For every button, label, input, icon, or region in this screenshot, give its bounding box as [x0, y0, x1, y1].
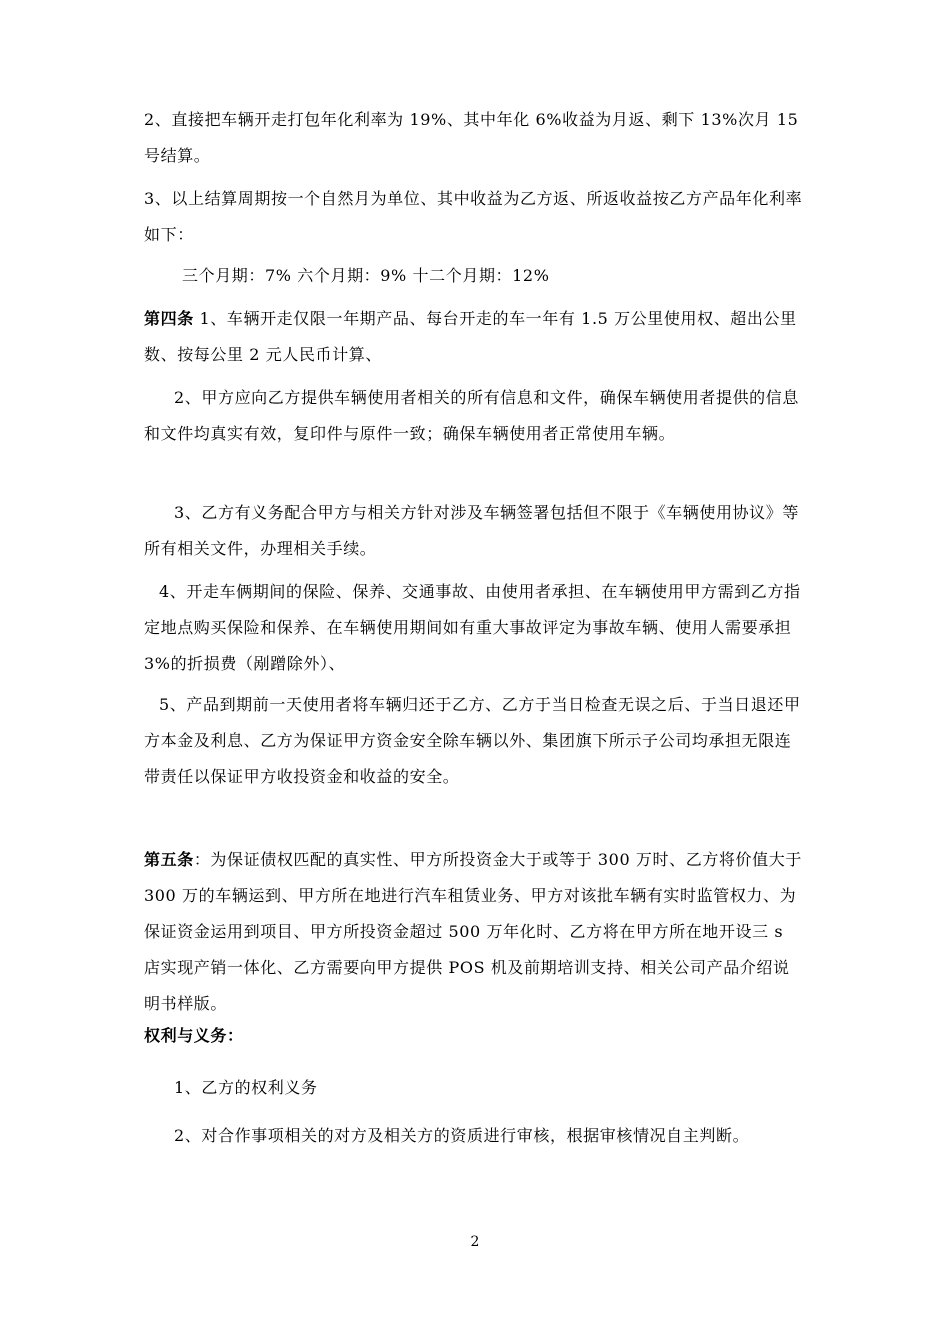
- paragraph-party-b-rights: 1、乙方的权利义务: [174, 1078, 318, 1097]
- paragraph-sign-documents: 3、乙方有义务配合甲方与相关方针对涉及车辆签署包括但不限于《车辆使用协议》等所有相关文件，办理相关手续。: [144, 503, 799, 558]
- article-five-text: ：为保证债权匹配的真实性、甲方所投资金大于或等于 300 万时、乙方将价值大于 300 万的车辆运到、甲方所在地进行汽车租赁业务、甲方对该批车辆有实时监管权力、为保证资金运用到项目、甲方所投资金超过 500 万年化时、乙方将在甲方所在地开设三 s 店实现产销一体化、乙方需要向甲方提供 POS 机及前期培训支持、相关公司产品介绍说明书样版。: [144, 850, 802, 1013]
- article-five-label: 第五条: [144, 850, 194, 869]
- paragraph-settlement-cycle: 3、以上结算周期按一个自然月为单位、其中收益为乙方返、所返收益按乙方产品年化利率如下：: [144, 189, 803, 244]
- heading-rights-obligations: 权利与义务：: [144, 1026, 244, 1045]
- paragraph-article-five: [144, 842, 804, 1022]
- paragraph-qualification-review: 2、对合作事项相关的对方及相关方的资质进行审核，根据审核情况自主判断。: [174, 1126, 750, 1145]
- article-four-label: 第四条: [144, 309, 194, 328]
- paragraph-rate-terms: 三个月期：7% 六个月期：9% 十二个月期：12%: [182, 266, 550, 285]
- article-four-text: 1、车辆开走仅限一年期产品、每台开走的车一年有 1.5 万公里使用权、超出公里数、按每公里 2 元人民币计算、: [144, 309, 797, 364]
- paragraph-settlement-19: 2、直接把车辆开走打包年化利率为 19%、其中年化 6%收益为月返、剩下 13%次月 15 号结算。: [144, 110, 799, 165]
- paragraph-product-expiry: 5、产品到期前一天使用者将车辆归还于乙方、乙方于当日检查无误之后、于当日退还甲方本金及利息、乙方为保证甲方资金安全除车辆以外、集团旗下所示子公司均承担无限连带责任以保证甲方收投资金和收益的安全。: [144, 695, 801, 786]
- paragraph-article-four: [144, 301, 804, 373]
- paragraph-insurance: 4、开走车俩期间的保险、保养、交通事故、由使用者承担、在车辆使用甲方需到乙方指定地点购买保险和保养、在车辆使用期间如有重大事故评定为事故车辆、使用人需要承担 3%的折损费（剐蹭除外）、: [144, 582, 801, 673]
- paragraph-user-info: 2、甲方应向乙方提供车辆使用者相关的所有信息和文件，确保车辆使用者提供的信息和文件均真实有效，复印件与原件一致；确保车辆使用者正常使用车辆。: [144, 388, 799, 443]
- page-number: 2: [470, 1234, 480, 1250]
